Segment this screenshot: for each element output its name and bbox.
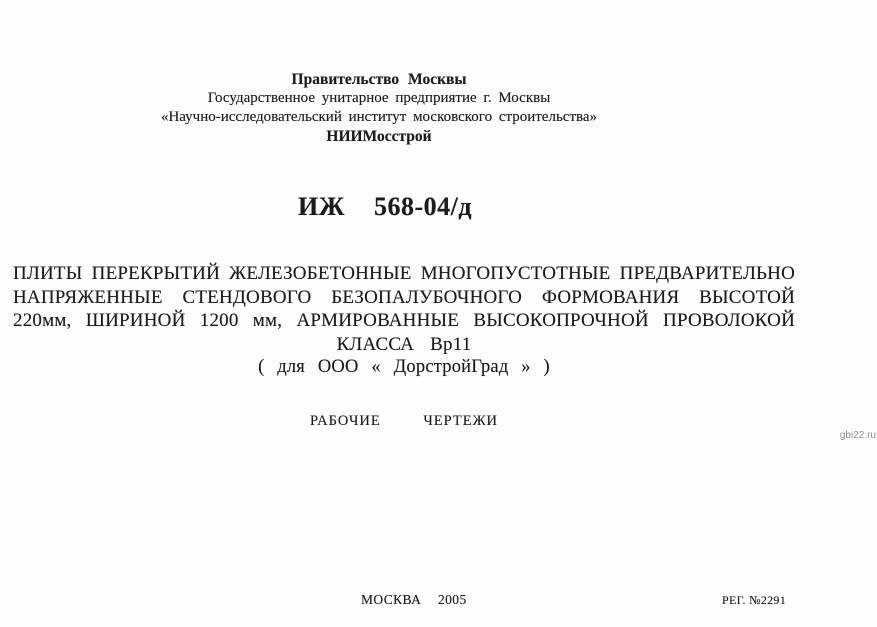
city-year: МОСКВА 2005 <box>361 592 467 607</box>
title-line-class: КЛАССА Вр11 <box>336 333 472 355</box>
title-block <box>13 262 795 380</box>
enterprise-line: Государственное унитарное предприятие г. Москвы <box>207 90 551 106</box>
document-type-label: РАБОЧИЕ ЧЕРТЕЖИ <box>309 413 499 429</box>
title-line-3: 220мм, ШИРИНОЙ 1200 мм, АРМИРОВАННЫЕ ВЫСОКОПРОЧНОЙ ПРОВОЛОКОЙ <box>13 310 795 331</box>
organization-header <box>123 70 635 146</box>
site-watermark: gbi22.ru <box>839 430 876 441</box>
registration-number: РЕГ. №2291 <box>722 593 787 607</box>
title-line-customer: ( для ООО « ДорстройГрад » ) <box>258 357 550 377</box>
document-number: ИЖ 568-04/д <box>298 192 472 221</box>
title-line-1: ПЛИТЫ ПЕРЕКРЫТИЙ ЖЕЛЕЗОБЕТОННЫЕ МНОГОПУСТОТНЫЕ ПРЕДВАРИТЕЛЬНО <box>13 263 795 284</box>
institute-short-name: НИИМосстрой <box>326 128 432 145</box>
title-line-2: НАПРЯЖЕННЫЕ СТЕНДОВОГО БЕЗОПАЛУБОЧНОГО ФОРМОВАНИЯ ВЫСОТОЙ <box>13 286 795 308</box>
government-line: Правительство Москвы <box>291 71 467 88</box>
institute-line: «Научно-исследовательский институт московского строительства» <box>160 109 598 125</box>
